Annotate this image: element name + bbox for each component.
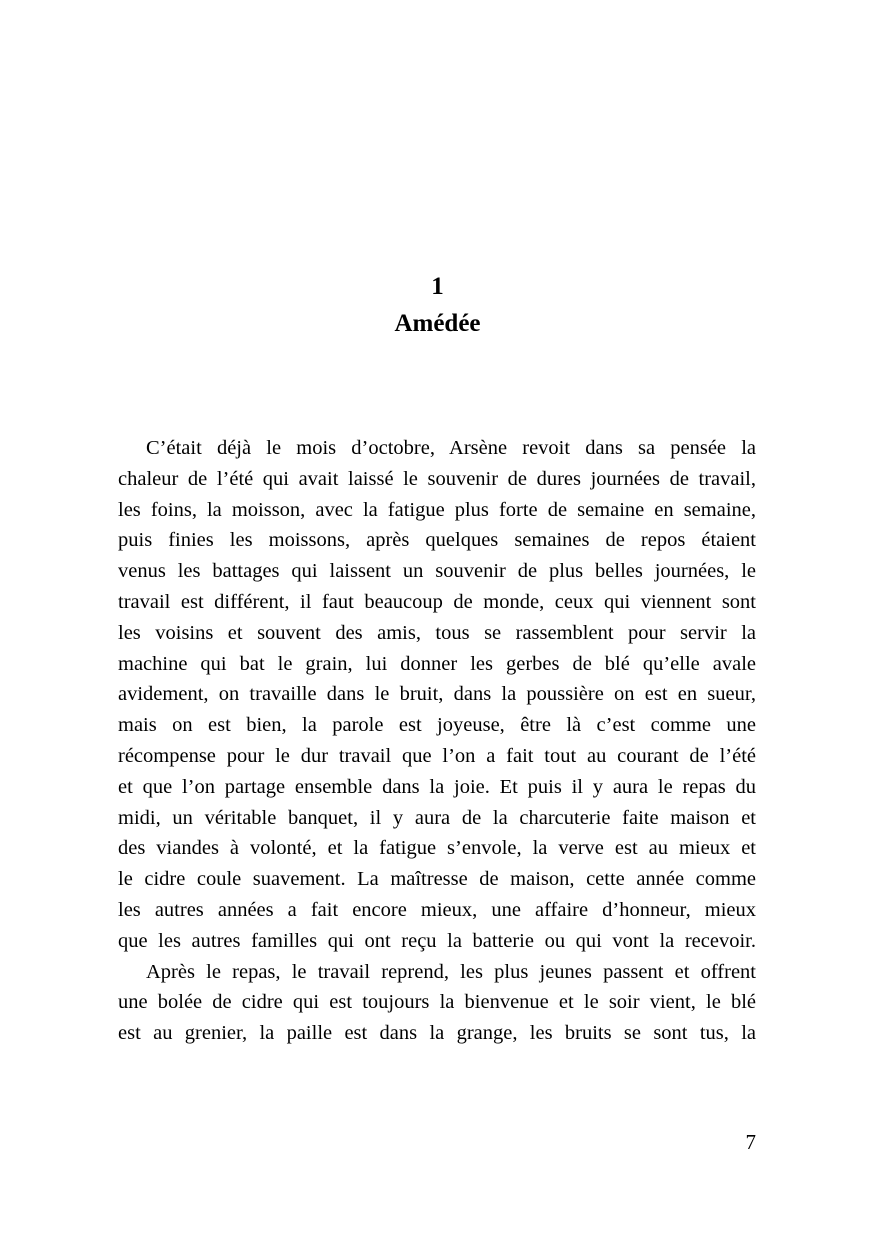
body-text xyxy=(118,433,756,1049)
text-line: les autres années a fait encore mieux, une affaire d’honneur, mieux xyxy=(118,898,756,921)
text-line: et que l’on partage ensemble dans la joie. Et puis il y aura le repas du xyxy=(118,775,756,798)
text-line: les foins, la moisson, avec la fatigue plus forte de semaine en semaine, xyxy=(118,498,756,521)
chapter-title: Amédée xyxy=(394,310,481,337)
text-line: C’était déjà le mois d’octobre, Arsène revoit dans sa pensée la xyxy=(146,437,756,459)
text-line: mais on est bien, la parole est joyeuse, être là c’est comme une xyxy=(118,714,756,737)
text-line: est au grenier, la paille est dans la grange, les bruits se sont tus, la xyxy=(118,1022,756,1045)
text-line: puis finies les moissons, après quelques semaines de repos étaient xyxy=(118,529,756,552)
text-line: des viandes à volonté, et la fatigue s’envole, la verve est au mieux et xyxy=(118,837,756,860)
text-line: machine qui bat le grain, lui donner les gerbes de blé qu’elle avale xyxy=(118,652,756,675)
text-line: venus les battages qui laissent un souvenir de plus belles journées, le xyxy=(118,560,756,583)
text-line: une bolée de cidre qui est toujours la bienvenue et le soir vient, le blé xyxy=(118,991,756,1014)
page-number: 7 xyxy=(745,1130,756,1154)
paragraph-2 xyxy=(118,957,756,1049)
text-line: travail est différent, il faut beaucoup de monde, ceux qui viennent sont xyxy=(118,590,756,613)
text-line: le cidre coule suavement. La maîtresse de maison, cette année comme xyxy=(118,868,756,891)
text-line: récompense pour le dur travail que l’on a fait tout au courant de l’été xyxy=(118,744,756,767)
chapter-number: 1 xyxy=(431,273,444,300)
text-line: les voisins et souvent des amis, tous se rassemblent pour servir la xyxy=(118,621,756,644)
text-line: Après le repas, le travail reprend, les plus jeunes passent et offrent xyxy=(146,960,756,983)
paragraph-1 xyxy=(118,433,756,957)
text-line: chaleur de l’été qui avait laissé le souvenir de dures journées de travail, xyxy=(118,467,756,490)
text-line: midi, un véritable banquet, il y aura de la charcuterie faite maison et xyxy=(118,806,756,829)
text-line: avidement, on travaille dans le bruit, dans la poussière on est en sueur, xyxy=(118,683,756,706)
text-line: que les autres familles qui ont reçu la batterie ou qui vont la recevoir. xyxy=(118,929,756,952)
